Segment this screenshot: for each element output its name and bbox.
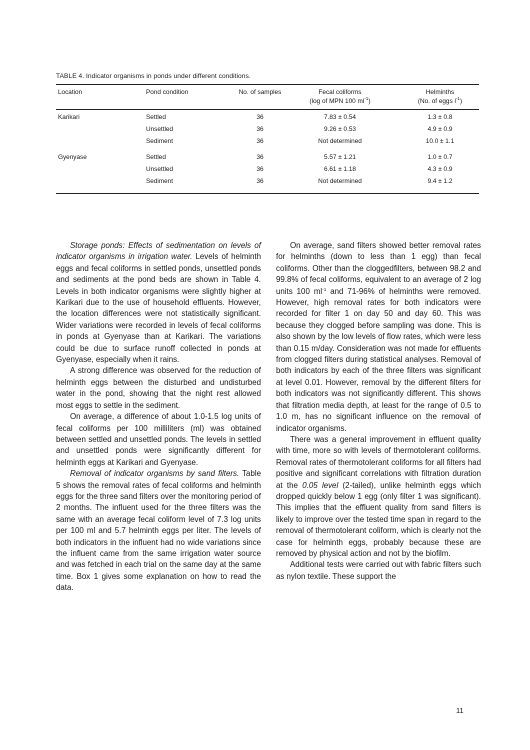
paragraph: On average, sand filters showed better removal rates for helminths (down to less than 1 egg) than fecal coliforms. Other than the cloggedfilters, between 98.2 and 99.8% of fecal coliforms, equivalent to an average of 2 log units 100 $ml^{-1}$ and 71-96% of helminths were removed. However, high removal rates for both indicators were recorded for filter 1 on day 50 and day 60. This was because they clogged before sampling was done. This is also shown by the low levels of flow rates, which were less than 0.15 m/day. Consideration was not made for effluents from clogged filters during statistical analyses. Removal of both indicators by each of the three filters was significant at level 0.01. However, removal by the different filters for both indicators was not significantly different. This shows that filtration media depth, at least for the range of 0.5 to 1.0 m, has no significant influence on the removal of indicator organisms. xyxy=(276,241,481,433)
header-location: Location xyxy=(58,89,83,96)
header-helminths-line1: Helminths xyxy=(425,89,455,96)
table-cell-location: Karikari xyxy=(58,114,80,121)
left-column xyxy=(56,240,261,594)
table-caption: TABLE 4. Indicator organisms in ponds under different conditions. xyxy=(56,73,251,80)
paragraph: Removal of indicator organisms by sand filters. Table 5 shows the removal rates of fecal coliforms and helminth eggs for the three sand filters over the monitoring period of 2 months. The influent used for the three filters was the same with an average fecal coliform level of 7.3 log units per 100 ml and 5.7 helminth eggs per liter. The levels of both indicators in the influent had no wide variations since the influent came from the same irrigation water source and was fetched in each trial on the same day at the same time. Box 1 gives some explanation on how to read the data. xyxy=(56,469,261,593)
paragraph: On average, a difference of about 1.0-1.5 log units of fecal coliforms per 100 milliliters (ml) was obtained between settled and unsettled ponds. The levels in settled and unsettled ponds were significantly different for helminth eggs at Karikari and Gyenyase. xyxy=(56,412,261,467)
table-cell-helminths: 1.0 ± 0.7 xyxy=(427,154,453,161)
header-fecal-line1: Fecal coliforms xyxy=(318,89,362,96)
table-cell-helminths: 4.3 ± 0.9 xyxy=(427,166,453,173)
table-cell-condition: Unsettled xyxy=(146,126,173,133)
table-cell-condition: Sediment xyxy=(146,178,173,185)
header-fecal-unit: (log of MPN 100 $ml^{-1}$) xyxy=(309,95,371,105)
table-cell-helminths: 1.3 ± 0.8 xyxy=(427,114,453,121)
table-top-rule xyxy=(56,84,479,85)
table-cell-helminths: 4.9 ± 0.9 xyxy=(427,126,453,133)
table-bottom-rule xyxy=(56,193,479,194)
table-cell-samples: 36 xyxy=(256,114,264,121)
paragraph: There was a general improvement in effluent quality with time, more so with levels of thermotolerant coliforms. Removal rates of thermotolerant coliforms for all filters had positive and significant correlations with filtration duration at the 0.05 level (2-tailed), unlike helminth eggs which dropped quickly below 1 egg (only filter 1 was significant). This implies that the effluent quality from sand filters is likely to improve over the tested time span in regard to the removal of thermotolerant coliform, which is clearly not the case for helminth eggs, probably because these are removed by physical action and not by the biofilm. xyxy=(276,434,482,558)
table-cell-location: Gyenyase xyxy=(58,154,87,161)
header-pond-condition: Pond condition xyxy=(146,89,189,96)
right-column xyxy=(276,240,481,582)
table-cell-fecal: 7.83 ± 0.54 xyxy=(324,114,356,121)
table-cell-samples: 36 xyxy=(256,126,264,133)
table-cell-samples: 36 xyxy=(256,138,264,145)
table-header-rule xyxy=(56,109,479,110)
page-number: 11 xyxy=(456,706,464,715)
table-cell-fecal: 5.57 ± 1.21 xyxy=(324,154,356,161)
table-cell-fecal: Not determined xyxy=(318,178,362,185)
header-helminths xyxy=(418,89,462,106)
table-cell-condition: Sediment xyxy=(146,138,173,145)
table-cell-samples: 36 xyxy=(256,154,264,161)
table-cell-helminths: 10.0 ± 1.1 xyxy=(425,138,455,145)
table-cell-condition: Unsettled xyxy=(146,166,173,173)
table-cell-fecal: 9.26 ± 0.53 xyxy=(324,126,356,133)
header-fecal-coliforms xyxy=(310,89,371,106)
table-cell-condition: Settled xyxy=(146,154,166,161)
paragraph: A strong difference was observed for the reduction of helminth eggs between the disturbed and undisturbed water in the pond, showing that the night rest allowed most eggs to settle in the sediment. xyxy=(56,366,261,410)
table-cell-helminths: 9.4 ± 1.2 xyxy=(427,178,453,185)
paragraph: Additional tests were carried out with fabric filters such as nylon textile. These support the xyxy=(276,560,481,581)
table-cell-samples: 36 xyxy=(256,166,264,173)
section-heading: Removal of indicator organisms by sand filters. xyxy=(70,469,240,479)
header-helminths-unit: (No. of eggs $l^{-1}$) xyxy=(417,95,463,105)
table-cell-fecal: Not determined xyxy=(318,138,362,145)
header-samples: No. of samples xyxy=(238,89,282,96)
table-cell-condition: Settled xyxy=(146,114,166,121)
paragraph: Storage ponds: Effects of sedimentation on levels of indicator organisms in irrigation water. Levels of helminth eggs and fecal coliforms in settled ponds, unsettled ponds and sediments at the pond beds are shown in Table 4. Levels in both indicator organisms were slightly higher at Karikari due to the use of household effluents. However, the location differences were not statistically significant. Wider variations were recorded in levels of fecal coliforms in ponds at Gyenyase than at Karikari. The variations could be due to surface runoff collected in ponds at Gyenyase, especially when it rains. xyxy=(56,241,261,365)
table-cell-samples: 36 xyxy=(256,178,264,185)
section-heading: Storage ponds: Effects of sedimentation on levels of indicator organisms in irrigation water. xyxy=(56,241,261,262)
table-cell-fecal: 6.61 ± 1.18 xyxy=(324,166,356,173)
